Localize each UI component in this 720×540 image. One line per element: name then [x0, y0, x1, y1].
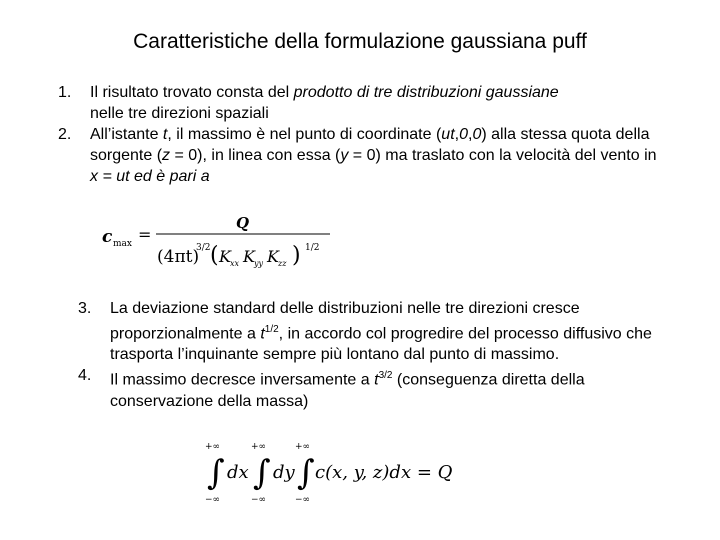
formula-q: Q	[236, 214, 250, 232]
integral-sign-1: ∫	[207, 453, 225, 493]
item-text-italic: 0	[472, 126, 482, 143]
item-text-italic: z	[162, 147, 171, 164]
formula-kyy: yy	[254, 259, 264, 268]
integral-upper-2: +∞	[251, 442, 267, 452]
item-text: = 0), in linea con essa (	[170, 147, 341, 164]
item-text-italic: prodotto di tre distribuzioni gaussiane	[293, 84, 559, 101]
integral-sign-2: ∫	[253, 453, 271, 493]
formula-dx: dx	[227, 462, 249, 483]
list-item-4	[78, 365, 678, 411]
formula-cmax-sub: max	[113, 239, 132, 249]
item-number: 3.	[78, 300, 92, 317]
item-text: , il massimo è nel punto di coordinate (	[167, 126, 442, 143]
formula-kzz: zz	[278, 259, 287, 268]
item-text: (conseguenza diretta della conservazione della massa)	[110, 371, 585, 410]
item-text: ,	[454, 126, 460, 143]
item-text: , in accordo col progredire del processo diffusivo che trasporta l’inquinante sempre più lontano dal punto di massimo.	[110, 325, 652, 364]
cmax-formula	[100, 210, 340, 270]
formula-exp-12: 1/2	[305, 243, 320, 253]
integral-upper-1: +∞	[205, 442, 221, 452]
item-text: All’istante	[90, 126, 163, 143]
item-text-italic: 0	[459, 126, 468, 143]
formula-k1: K	[219, 247, 231, 266]
properties-list-top	[58, 82, 658, 187]
item-text-italic: t	[162, 126, 168, 143]
item-text-italic: t	[260, 325, 265, 343]
integral-upper-3: +∞	[295, 442, 311, 452]
list-item-2	[58, 124, 658, 187]
properties-list-bottom	[78, 298, 678, 412]
item-text: ) alla stessa quota della sorgente (	[90, 126, 650, 164]
formula-pi-term: (4πt)	[157, 247, 200, 267]
item-text-italic: t	[374, 371, 379, 389]
item-text: Il massimo decresce inversamente a	[110, 371, 375, 389]
item-text: Il risultato trovato consta del	[90, 84, 294, 101]
item-superscript: 1/2	[264, 324, 279, 335]
item-text-italic: x = ut ed è pari a	[90, 168, 210, 185]
formula-cmax: c	[102, 227, 113, 247]
integral-sign-3: ∫	[297, 453, 315, 493]
formula-equals: =	[138, 225, 152, 244]
item-text: nelle tre direzioni spaziali	[90, 105, 269, 122]
slide-title: Caratteristiche della formulazione gaussiana puff	[133, 30, 587, 53]
integral-lower-3: −∞	[295, 495, 311, 504]
formula-paren-close: )	[292, 243, 301, 268]
list-item-1	[58, 82, 658, 124]
formula-dy: dy	[273, 462, 295, 483]
item-text: = 0) ma traslato con la velocità del vento in	[348, 147, 657, 164]
item-number: 4.	[78, 367, 92, 385]
formula-integrand: c(x, y, z)dx = Q	[315, 462, 453, 483]
item-number: 2.	[58, 126, 72, 143]
integral-lower-2: −∞	[251, 495, 267, 504]
formula-kxx: xx	[230, 259, 240, 268]
formula-k2: K	[243, 247, 255, 266]
item-text: ,	[468, 126, 473, 143]
formula-k3: K	[267, 247, 279, 266]
item-superscript: 3/2	[378, 370, 393, 382]
integral-lower-1: −∞	[205, 495, 221, 504]
formula-exp-32: 3/2	[196, 243, 211, 253]
item-text-italic: ut	[441, 126, 455, 143]
item-text-italic: y	[340, 147, 349, 164]
list-item-3	[78, 298, 678, 365]
formula-paren-open: (	[210, 243, 219, 268]
item-number: 1.	[58, 84, 72, 101]
item-text: La deviazione standard delle distribuzioni nelle tre direzioni cresce proporzionalmente a	[110, 300, 580, 343]
mass-conservation-formula	[205, 438, 465, 504]
